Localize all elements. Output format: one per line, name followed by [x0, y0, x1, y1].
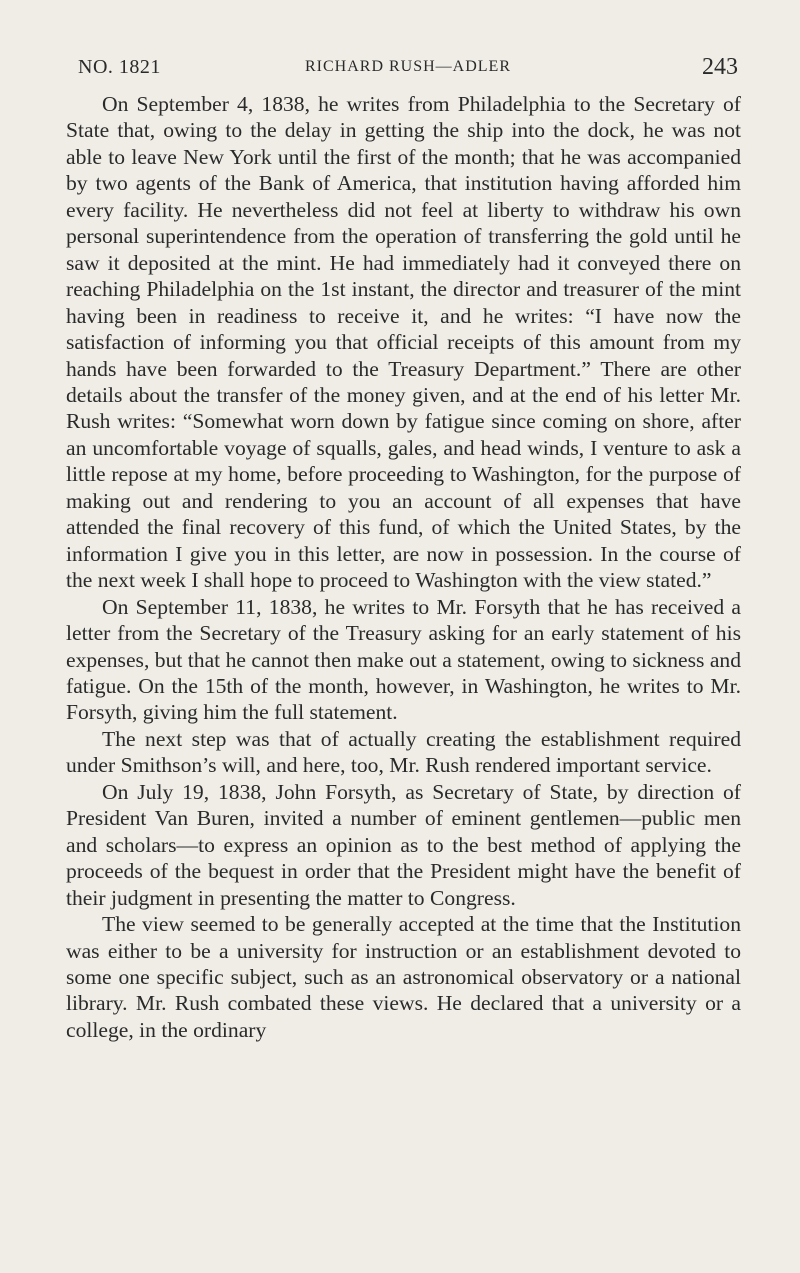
running-header [78, 56, 738, 96]
paragraph-next-step: The next step was that of actually creating the establishment required under Smithson’s will, and here, too, Mr. Rush rendered important service. [66, 726, 741, 778]
running-title: RICHARD RUSH—ADLER [304, 58, 511, 75]
paragraph-view-accepted: The view seemed to be generally accepted at the time that the Institution was either to be a university for instruction or an establishment devoted to some one specific subject, such as an astronomical observatory or a national library. Mr. Rush combated these views. He declared that a university or a college, in the ordinary [66, 912, 741, 1042]
paragraph-september-4: On September 4, 1838, he writes from Philadelphia to the Secretary of State that, owing to the delay in getting the ship into the dock, he was not able to leave New York until the first of the month; that he was accompanied by two agents of the Bank of America, that institution having afforded him every facility. He nevertheless did not feel at liberty to withdraw his own personal superintendence from the operation of transferring the gold until he saw it deposited at the mint. He had immediately had it conveyed there on reaching Philadelphia on the 1st instant, the director and treasurer of the mint having been in readiness to receive it, and he writes: “I have now the satisfaction of informing you that official receipts of this amount from my hands have been forwarded to the Treasury Department.” There are other details about the transfer of the money given, and at the end of his letter Mr. Rush writes: “Somewhat worn down by fatigue since coming on shore, after an uncomfortable voyage of squalls, gales, and head winds, I venture to ask a little repose at my home, before proceeding to Washington, for the purpose of making out and rendering to you an account of all expenses that have attended the final recovery of this fund, of which the United States, by the information I give you in this letter, are now in possession. In the course of the next week I shall hope to proceed to Washington with the view stated.” [66, 92, 741, 593]
body-text [66, 91, 741, 1043]
page-number: 243 [702, 54, 738, 80]
paragraph-july-19: On July 19, 1838, John Forsyth, as Secretary of State, by direction of President Van Buren, invited a number of eminent gentlemen—public men and scholars—to express an opinion as to the best method of applying the proceeds of the bequest in order that the President might have the benefit of their judgment in presenting the matter to Congress. [66, 779, 741, 910]
paragraph-september-11: On September 11, 1838, he writes to Mr. Forsyth that he has received a letter from the Secretary of the Treasury asking for an early statement of his expenses, but that he cannot then make out a statement, owing to sickness and fatigue. On the 15th of the month, however, in Washington, he writes to Mr. Forsyth, giving him the full statement. [66, 594, 741, 725]
issue-number: NO. 1821 [78, 56, 161, 78]
